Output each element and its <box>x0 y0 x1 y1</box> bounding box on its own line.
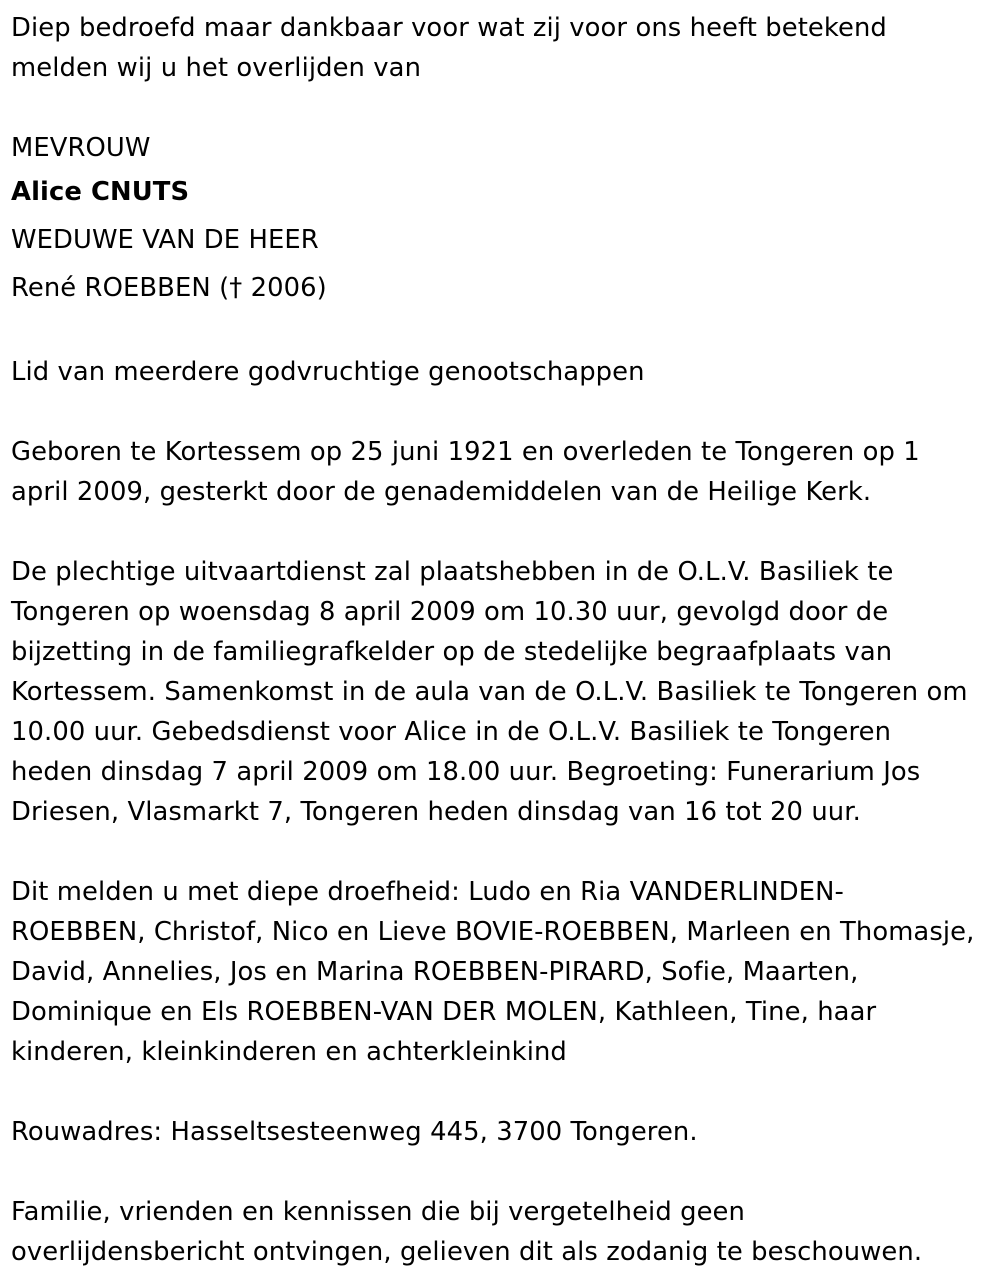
funeral-line-6: heden dinsdag 7 april 2009 om 18.00 uur. Begroeting: Funerarium Jos <box>11 757 921 787</box>
cross-icon: † <box>229 273 243 303</box>
spouse-name: René ROEBBEN <box>11 273 211 303</box>
spouse-death-year: 2006 <box>250 273 317 303</box>
birth-death-line-1: Geboren te Kortessem op 25 juni 1921 en overleden te Tongeren op 1 <box>11 437 920 467</box>
birth-death-line-2: april 2009, gesterkt door de genademiddelen van de Heilige Kerk. <box>11 477 872 507</box>
funeral-line-3: bijzetting in de familiegrafkelder op de stedelijke begraafplaats van <box>11 637 893 667</box>
closing-paragraph <box>11 1192 996 1272</box>
family-line-4: Dominique en Els ROEBBEN-VAN DER MOLEN, Kathleen, Tine, haar <box>11 997 877 1027</box>
membership-paragraph <box>11 352 996 392</box>
family-line-5: kinderen, kleinkinderen en achterkleinkind <box>11 1037 567 1067</box>
family-line-2: ROEBBEN, Christof, Nico en Lieve BOVIE-ROEBBEN, Marleen en Thomasje, <box>11 917 975 947</box>
birth-death-paragraph <box>11 432 996 512</box>
family-line-1: Dit melden u met diepe droefheid: Ludo en Ria VANDERLINDEN- <box>11 877 844 907</box>
deceased-name: Alice CNUTS <box>11 177 190 207</box>
funeral-line-2: Tongeren op woensdag 8 april 2009 om 10.30 uur, gevolgd door de <box>11 597 889 627</box>
deceased-relation: WEDUWE VAN DE HEER <box>11 225 319 255</box>
intro-line-2: melden wij u het overlijden van <box>11 53 422 83</box>
funeral-line-4: Kortessem. Samenkomst in de aula van de O.L.V. Basiliek te Tongeren om <box>11 677 968 707</box>
closing-line-2: overlijdensbericht ontvingen, gelieven dit als zodanig te beschouwen. <box>11 1237 923 1267</box>
deceased-title: MEVROUW <box>11 133 151 163</box>
spouse-death-open: ( <box>219 273 230 303</box>
funeral-line-5: 10.00 uur. Gebedsdienst voor Alice in de O.L.V. Basiliek te Tongeren <box>11 717 892 747</box>
intro-paragraph <box>11 8 996 88</box>
closing-line-1: Familie, vrienden en kennissen die bij vergetelheid geen <box>11 1197 745 1227</box>
address-line: Rouwadres: Hasseltsesteenweg 445, 3700 Tongeren. <box>11 1117 698 1147</box>
intro-line-1: Diep bedroefd maar dankbaar voor wat zij voor ons heeft betekend <box>11 13 887 43</box>
spouse-line <box>11 264 996 312</box>
family-paragraph <box>11 872 996 1072</box>
funeral-line-1: De plechtige uitvaartdienst zal plaatshebben in de O.L.V. Basiliek te <box>11 557 894 587</box>
membership-line: Lid van meerdere godvruchtige genootschappen <box>11 357 645 387</box>
spouse-death-close: ) <box>316 273 327 303</box>
deceased-block <box>11 128 996 312</box>
funeral-line-7: Driesen, Vlasmarkt 7, Tongeren heden dinsdag van 16 tot 20 uur. <box>11 797 861 827</box>
funeral-paragraph <box>11 552 996 832</box>
address-paragraph <box>11 1112 996 1152</box>
death-notice <box>11 8 996 1272</box>
family-line-3: David, Annelies, Jos en Marina ROEBBEN-PIRARD, Sofie, Maarten, <box>11 957 859 987</box>
